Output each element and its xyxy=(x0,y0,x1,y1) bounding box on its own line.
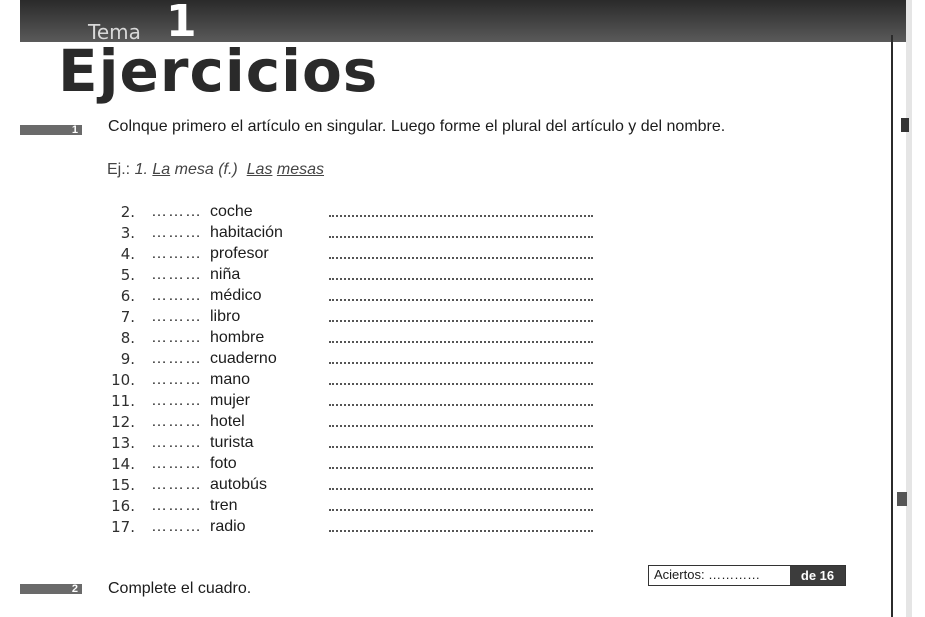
article-blank[interactable]: ……… xyxy=(151,434,202,451)
score-label: Aciertos: ………… xyxy=(654,567,761,582)
plural-blank[interactable] xyxy=(329,371,593,385)
item-number: 9. xyxy=(120,350,135,368)
article-blank[interactable]: ……… xyxy=(151,329,202,346)
list-item xyxy=(0,497,600,518)
list-item xyxy=(0,413,600,434)
example-line xyxy=(107,161,324,179)
header-band xyxy=(20,0,906,42)
score-box xyxy=(648,565,846,586)
exercise-2-badge: 2 xyxy=(20,584,82,594)
plural-blank[interactable] xyxy=(329,455,593,469)
list-item xyxy=(0,476,600,497)
item-number: 2. xyxy=(120,203,135,221)
item-noun: turista xyxy=(210,434,254,451)
plural-blank[interactable] xyxy=(329,266,593,280)
tema-number: 1 xyxy=(166,0,197,47)
item-number: 12. xyxy=(111,413,135,431)
plural-blank[interactable] xyxy=(329,329,593,343)
article-blank[interactable]: ……… xyxy=(151,308,202,325)
example-prefix: Ej.: xyxy=(107,161,131,178)
item-noun: cuaderno xyxy=(210,350,277,367)
tema-label: Tema xyxy=(88,20,141,44)
plural-blank[interactable] xyxy=(329,203,593,217)
plural-blank[interactable] xyxy=(329,434,593,448)
list-item xyxy=(0,245,600,266)
item-noun: hombre xyxy=(210,329,265,346)
item-noun: radio xyxy=(210,518,246,535)
item-number: 3. xyxy=(120,224,135,242)
plural-blank[interactable] xyxy=(329,518,593,532)
plural-blank[interactable] xyxy=(329,497,593,511)
list-item xyxy=(0,455,600,476)
plural-blank[interactable] xyxy=(329,287,593,301)
item-number: 6. xyxy=(120,287,135,305)
item-number: 13. xyxy=(111,434,135,452)
article-blank[interactable]: ……… xyxy=(151,245,202,262)
list-item xyxy=(0,329,600,350)
article-blank[interactable]: ……… xyxy=(151,497,202,514)
edge-mark xyxy=(897,492,907,506)
list-item xyxy=(0,371,600,392)
example-article: La xyxy=(152,161,171,178)
item-number: 7. xyxy=(120,308,135,326)
item-number: 11. xyxy=(111,392,135,410)
article-blank[interactable]: ……… xyxy=(151,350,202,367)
list-item xyxy=(0,287,600,308)
item-number: 10. xyxy=(111,371,135,389)
example-plural-article: Las xyxy=(246,161,273,178)
plural-blank[interactable] xyxy=(329,224,593,238)
exercise-2-instruction: Complete el cuadro. xyxy=(108,580,252,597)
item-number: 8. xyxy=(120,329,135,347)
item-number: 15. xyxy=(111,476,135,494)
article-blank[interactable]: ……… xyxy=(151,518,202,535)
article-blank[interactable]: ……… xyxy=(151,476,202,493)
exercise-1-badge: 1 xyxy=(20,125,82,135)
plural-blank[interactable] xyxy=(329,392,593,406)
score-total: de 16 xyxy=(790,566,845,585)
item-noun: foto xyxy=(210,455,237,472)
exercise-1-instruction: Colnque primero el artículo en singular. Luego forme el plural del artículo y del nombre. xyxy=(108,118,726,135)
example-gender: (f.) xyxy=(218,161,238,178)
edge-mark xyxy=(901,118,909,132)
example-noun: mesa xyxy=(174,161,214,178)
list-item xyxy=(0,392,600,413)
list-item xyxy=(0,518,600,539)
item-noun: libro xyxy=(210,308,241,325)
list-item xyxy=(0,308,600,329)
article-blank[interactable]: ……… xyxy=(151,287,202,304)
article-blank[interactable]: ……… xyxy=(151,413,202,430)
item-noun: mano xyxy=(210,371,251,388)
list-item xyxy=(0,224,600,245)
item-number: 4. xyxy=(120,245,135,263)
plural-blank[interactable] xyxy=(329,245,593,259)
article-blank[interactable]: ……… xyxy=(151,203,202,220)
item-noun: autobús xyxy=(210,476,267,493)
item-noun: médico xyxy=(210,287,262,304)
plural-blank[interactable] xyxy=(329,413,593,427)
plural-blank[interactable] xyxy=(329,350,593,364)
article-blank[interactable]: ……… xyxy=(151,371,202,388)
item-noun: tren xyxy=(210,497,238,514)
example-number: 1. xyxy=(134,161,148,178)
article-blank[interactable]: ……… xyxy=(151,224,202,241)
article-blank[interactable]: ……… xyxy=(151,266,202,283)
item-noun: mujer xyxy=(210,392,251,409)
item-number: 14. xyxy=(111,455,135,473)
page-rule xyxy=(891,35,893,617)
plural-blank[interactable] xyxy=(329,476,593,490)
list-item xyxy=(0,434,600,455)
item-noun: habitación xyxy=(210,224,283,241)
item-noun: coche xyxy=(210,203,253,220)
page-edge xyxy=(906,0,912,617)
item-number: 16. xyxy=(111,497,135,515)
article-blank[interactable]: ……… xyxy=(151,392,202,409)
list-item xyxy=(0,350,600,371)
example-plural-noun: mesas xyxy=(276,161,325,178)
item-noun: profesor xyxy=(210,245,269,262)
list-item xyxy=(0,203,600,224)
article-blank[interactable]: ……… xyxy=(151,455,202,472)
item-noun: niña xyxy=(210,266,241,283)
item-number: 17. xyxy=(111,518,135,536)
list-item xyxy=(0,266,600,287)
plural-blank[interactable] xyxy=(329,308,593,322)
page-title: Ejercicios xyxy=(58,37,379,105)
item-number: 5. xyxy=(120,266,135,284)
item-noun: hotel xyxy=(210,413,245,430)
